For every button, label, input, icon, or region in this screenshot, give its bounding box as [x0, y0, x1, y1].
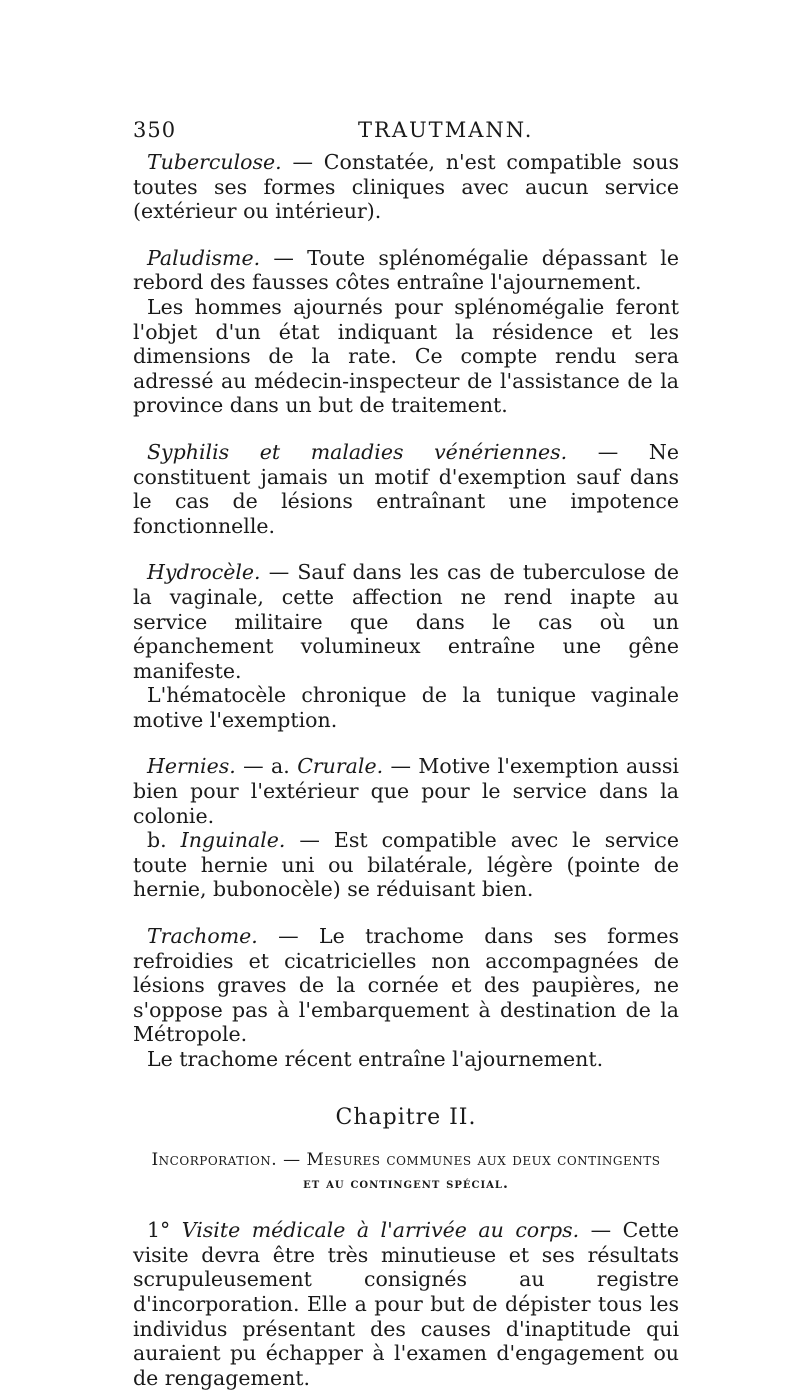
chapter-subtitle-line2: et au contingent spécial.	[303, 1176, 509, 1193]
paragraph-trachome	[133, 924, 679, 1047]
paragraph-splenomegalie	[133, 295, 679, 418]
running-title: TRAUTMANN.	[358, 118, 534, 142]
paragraph-hydrocele	[133, 560, 679, 683]
paragraph-syphilis	[133, 440, 679, 538]
entry-text: Les hommes ajournés pour splénomégalie feront l'objet d'un état indiquant la résidence et les dimensions de la rate. Ce compte rendu sera adressé au médecin-inspecteur de l'assistance de la province dans un but de traitement.	[133, 294, 679, 418]
entry-title: Visite médicale à l'arrivée au corps.	[181, 1218, 580, 1243]
entry-text: L'hématocèle chronique de la tunique vaginale motive l'exemption.	[133, 683, 679, 732]
paragraph-visite-medicale	[133, 1218, 679, 1390]
entry-title: Trachome.	[147, 924, 258, 949]
entry-text: — Cette visite devra être très minutieuse et ses résultats scrupuleusement consignés au registre d'incorporation. Elle a pour but de dépister tous les individus présentant des causes d'inaptitude qui auraient pu échapper à l'examen d'engagement ou de rengagement.	[133, 1218, 679, 1390]
page-body	[133, 150, 679, 1390]
entry-text: — Toute splénomégalie dépassant le rebord des fausses côtes entraîne l'ajournement.	[133, 245, 679, 295]
entry-title: Hernies.	[147, 754, 236, 779]
entry-subtitle: Inguinale.	[180, 828, 286, 853]
entry-text: b.	[147, 828, 181, 853]
paragraph-hernies	[133, 754, 679, 828]
paragraph-tuberculose	[133, 150, 679, 224]
entry-text: — Est compatible avec le service toute hernie uni ou bilatérale, légère (pointe de hernie, bubonocèle) se réduisant bien.	[133, 828, 680, 902]
chapter-heading: Chapitre II.	[335, 1104, 477, 1130]
paragraph-hematocele	[133, 683, 679, 732]
paragraph-paludisme	[133, 246, 679, 295]
entry-number: 1°	[147, 1218, 182, 1243]
chapter-subtitle-line1: Incorporation. — Mesures communes aux deux contingents	[151, 1150, 661, 1171]
entry-text: — Sauf dans les cas de tuberculose de la vaginale, cette affection ne rend inapte au service militaire que dans le cas où un épanchement volumineux entraîne une gêne manifeste.	[133, 560, 679, 683]
entry-title: Hydrocèle.	[147, 560, 261, 585]
entry-title: Paludisme.	[147, 245, 261, 270]
entry-subtitle: Crurale.	[297, 754, 384, 779]
entry-text: Le trachome récent entraîne l'ajournement.	[147, 1047, 604, 1071]
chapter-subtitle	[133, 1148, 679, 1196]
entry-text: — Ne constituent jamais un motif d'exemption sauf dans le cas de lésions entraînant une impotence fonctionnelle.	[133, 439, 679, 538]
page-header	[133, 118, 679, 148]
entry-text: — Le trachome dans ses formes refroidies et cicatricielles non accompagnées de lésions graves de la cornée et des paupières, ne s'oppose pas à l'embarquement à destination de la Métropole.	[133, 924, 679, 1047]
entry-text: — a.	[235, 754, 298, 779]
paragraph-trachome-recent	[133, 1047, 679, 1072]
entry-text: — Constatée, n'est compatible sous toutes ses formes cliniques avec aucun service (extérieur ou intérieur).	[133, 150, 679, 224]
entry-text: — Motive l'exemption aussi bien pour l'extérieur que pour le service dans la colonie.	[133, 754, 679, 828]
entry-title: Syphilis et maladies vénériennes.	[147, 439, 568, 464]
entry-title: Tuberculose.	[147, 150, 282, 174]
page-number: 350	[133, 118, 177, 142]
paragraph-inguinale	[133, 828, 679, 902]
